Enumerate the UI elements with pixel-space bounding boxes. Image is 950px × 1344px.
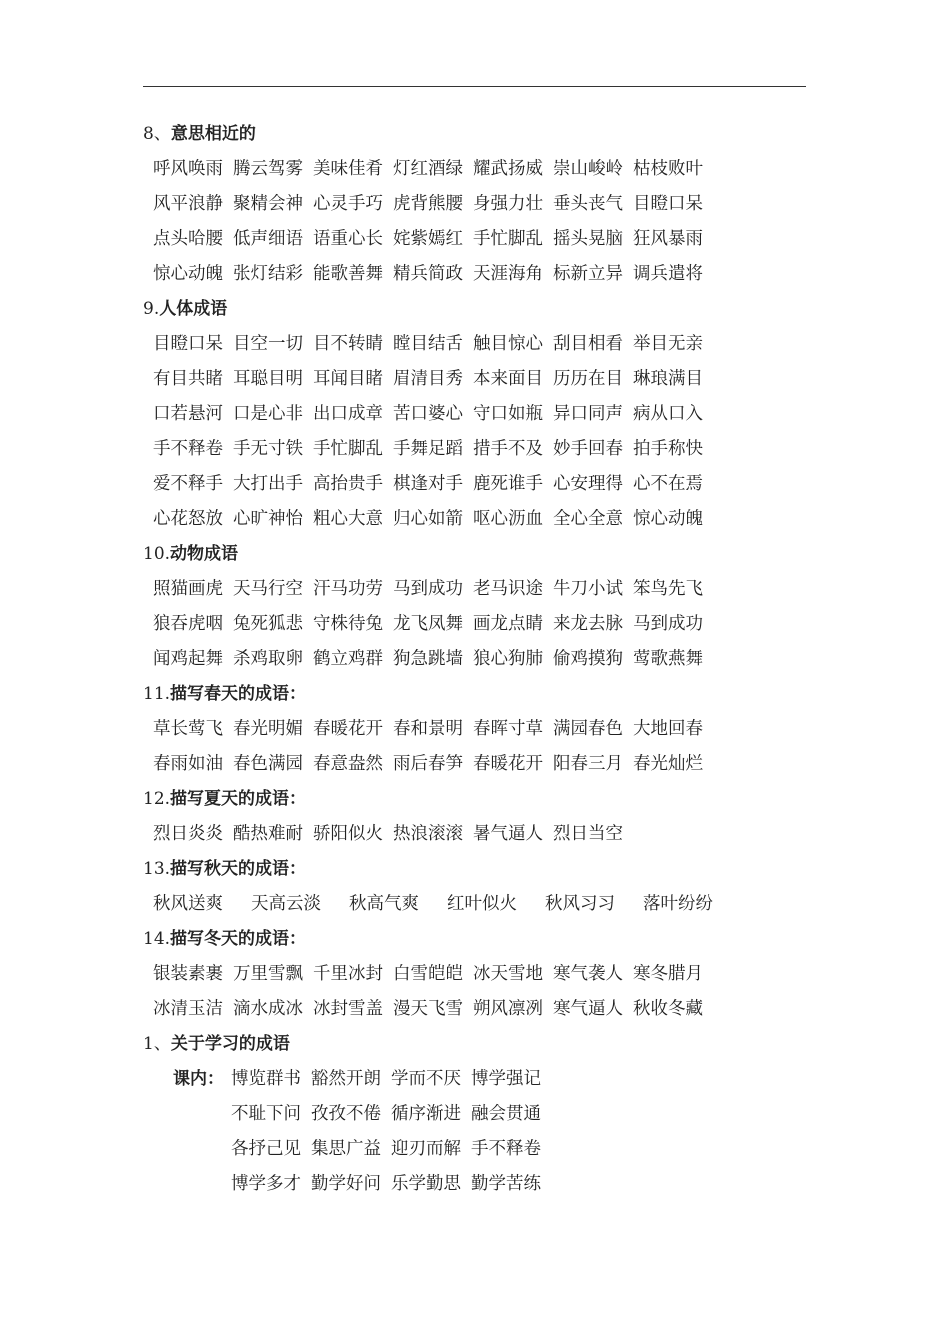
idiom: 全心全意 [553, 509, 623, 529]
idiom: 棋逢对手 [393, 474, 463, 494]
section-title: 描写夏天的成语： [170, 789, 307, 809]
idiom: 目空一切 [233, 334, 303, 354]
idiom: 迎刃而解 [391, 1139, 461, 1159]
idiom: 措手不及 [473, 439, 543, 459]
section-number: 12. [143, 789, 171, 809]
idiom: 腾云驾雾 [233, 159, 303, 179]
idiom: 异口同声 [553, 404, 623, 424]
idiom: 精兵简政 [393, 264, 463, 284]
idiom: 白雪皑皑 [393, 964, 463, 984]
idiom: 手忙脚乱 [313, 439, 383, 459]
idiom: 冰清玉洁 [153, 999, 223, 1019]
idiom: 惊心动魄 [153, 264, 223, 284]
idiom: 手舞足蹈 [393, 439, 463, 459]
idiom: 举目无亲 [633, 334, 703, 354]
idiom: 张灯结彩 [233, 264, 303, 284]
idiom: 寒气袭人 [553, 964, 623, 984]
idiom: 心旷神怡 [233, 509, 303, 529]
idiom: 来龙去脉 [553, 614, 623, 634]
idiom: 不耻下问 [231, 1104, 301, 1124]
idiom: 虎背熊腰 [393, 194, 463, 214]
idiom: 春雨如油 [153, 754, 223, 774]
idiom: 冰天雪地 [473, 964, 543, 984]
idiom: 烈日炎炎 [153, 824, 223, 844]
section-heading [143, 537, 843, 572]
idiom: 照猫画虎 [153, 579, 223, 599]
idiom: 瞠目结舌 [393, 334, 463, 354]
idiom: 集思广益 [311, 1139, 381, 1159]
section-title: 描写春天的成语： [170, 684, 307, 704]
idiom: 偷鸡摸狗 [553, 649, 623, 669]
idiom: 守株待兔 [313, 614, 383, 634]
idiom: 冰封雪盖 [313, 999, 383, 1019]
idiom: 耳闻目睹 [313, 369, 383, 389]
idiom: 学而不厌 [391, 1069, 461, 1089]
section-heading [143, 1027, 843, 1062]
idiom: 朔风凛冽 [473, 999, 543, 1019]
idiom: 勤学苦练 [471, 1174, 541, 1194]
idiom-row [231, 1167, 843, 1202]
idiom-group [143, 887, 843, 922]
idiom: 眉清目秀 [393, 369, 463, 389]
idiom: 心安理得 [553, 474, 623, 494]
idiom: 孜孜不倦 [311, 1104, 381, 1124]
idiom: 惊心动魄 [633, 509, 703, 529]
idiom: 万里雪飘 [233, 964, 303, 984]
idiom-row [143, 397, 843, 432]
idiom: 鹤立鸡群 [313, 649, 383, 669]
idiom: 大地回春 [633, 719, 703, 739]
idiom: 耳聪目明 [233, 369, 303, 389]
section-number: 13. [143, 859, 171, 879]
section-number: 10. [143, 544, 171, 564]
idiom: 口是心非 [233, 404, 303, 424]
header-rule [143, 86, 806, 87]
idiom-row [143, 817, 843, 852]
idiom: 雨后春笋 [393, 754, 463, 774]
section-heading [143, 852, 843, 887]
idiom: 灯红酒绿 [393, 159, 463, 179]
idiom-list [143, 117, 843, 1202]
idiom: 粗心大意 [313, 509, 383, 529]
idiom: 狼吞虎咽 [153, 614, 223, 634]
idiom: 博览群书 [231, 1069, 301, 1089]
section-number: 11. [143, 684, 171, 704]
idiom: 各抒己见 [231, 1139, 301, 1159]
section-number: 1、 [143, 1034, 171, 1054]
idiom: 春和景明 [393, 719, 463, 739]
idiom-row [231, 1132, 843, 1167]
section-heading [143, 782, 843, 817]
idiom-group [143, 152, 843, 292]
idiom: 闻鸡起舞 [153, 649, 223, 669]
idiom-group [143, 817, 843, 852]
idiom-group [143, 327, 843, 537]
idiom: 垂头丧气 [553, 194, 623, 214]
idiom: 龙飞凤舞 [393, 614, 463, 634]
idiom-row [231, 1062, 843, 1097]
idiom: 笨鸟先飞 [633, 579, 703, 599]
idiom: 拍手称快 [633, 439, 703, 459]
idiom: 琳琅满目 [633, 369, 703, 389]
idiom: 能歌善舞 [313, 264, 383, 284]
idiom: 点头哈腰 [153, 229, 223, 249]
idiom: 语重心长 [313, 229, 383, 249]
idiom: 春暖花开 [313, 719, 383, 739]
idiom: 汗马功劳 [313, 579, 383, 599]
idiom: 耀武扬威 [473, 159, 543, 179]
idiom: 口若悬河 [153, 404, 223, 424]
idiom: 崇山峻岭 [553, 159, 623, 179]
idiom: 春意盎然 [313, 754, 383, 774]
idiom: 呕心沥血 [473, 509, 543, 529]
idiom: 天高云淡 [251, 894, 321, 914]
section-number: 14. [143, 929, 171, 949]
idiom: 天涯海角 [473, 264, 543, 284]
idiom-row [143, 152, 843, 187]
idiom: 秋收冬藏 [633, 999, 703, 1019]
idiom: 春色满园 [233, 754, 303, 774]
idiom-row [143, 607, 843, 642]
idiom: 循序渐进 [391, 1104, 461, 1124]
idiom: 标新立异 [553, 264, 623, 284]
idiom: 病从口入 [633, 404, 703, 424]
idiom: 刮目相看 [553, 334, 623, 354]
idiom: 融会贯通 [471, 1104, 541, 1124]
section-title: 描写冬天的成语： [170, 929, 307, 949]
idiom: 低声细语 [233, 229, 303, 249]
idiom-group [143, 572, 843, 677]
idiom-row [143, 572, 843, 607]
idiom: 千里冰封 [313, 964, 383, 984]
idiom: 豁然开朗 [311, 1069, 381, 1089]
idiom: 博学多才 [231, 1174, 301, 1194]
idiom-row [143, 642, 843, 677]
idiom: 银装素裹 [153, 964, 223, 984]
idiom-row [231, 1097, 843, 1132]
idiom: 春光灿烂 [633, 754, 703, 774]
idiom: 有目共睹 [153, 369, 223, 389]
idiom-row [143, 467, 843, 502]
section-number: 8、 [143, 124, 171, 144]
idiom: 守口如瓶 [473, 404, 543, 424]
idiom: 马到成功 [633, 614, 703, 634]
idiom-row [143, 887, 843, 922]
idiom: 落叶纷纷 [643, 894, 713, 914]
idiom: 马到成功 [393, 579, 463, 599]
idiom: 满园春色 [553, 719, 623, 739]
idiom: 枯枝败叶 [633, 159, 703, 179]
idiom: 手不释卷 [471, 1139, 541, 1159]
idiom: 聚精会神 [233, 194, 303, 214]
idiom: 目瞪口呆 [153, 334, 223, 354]
section-title: 描写秋天的成语： [170, 859, 307, 879]
idiom: 草长莺飞 [153, 719, 223, 739]
idiom: 勤学好问 [311, 1174, 381, 1194]
study-block [143, 1062, 843, 1202]
idiom: 春晖寸草 [473, 719, 543, 739]
idiom: 心灵手巧 [313, 194, 383, 214]
idiom-row [143, 957, 843, 992]
idiom: 归心如箭 [393, 509, 463, 529]
idiom: 秋风习习 [545, 894, 615, 914]
idiom: 手忙脚乱 [473, 229, 543, 249]
idiom: 历历在目 [553, 369, 623, 389]
idiom: 秋风送爽 [153, 894, 223, 914]
idiom: 阳春三月 [553, 754, 623, 774]
section-number: 9. [143, 299, 160, 319]
idiom: 老马识途 [473, 579, 543, 599]
idiom-row [143, 712, 843, 747]
section-title: 关于学习的成语 [170, 1034, 290, 1054]
idiom: 心不在焉 [633, 474, 703, 494]
section-title: 意思相近的 [170, 124, 256, 144]
idiom: 烈日当空 [553, 824, 623, 844]
idiom: 狼心狗肺 [473, 649, 543, 669]
idiom: 摇头晃脑 [553, 229, 623, 249]
section-heading [143, 117, 843, 152]
idiom: 手不释卷 [153, 439, 223, 459]
idiom: 美味佳肴 [313, 159, 383, 179]
section-heading [143, 292, 843, 327]
idiom-row [143, 222, 843, 257]
idiom: 目不转睛 [313, 334, 383, 354]
idiom-row [143, 362, 843, 397]
idiom: 莺歌燕舞 [633, 649, 703, 669]
idiom: 寒冬腊月 [633, 964, 703, 984]
idiom: 秋高气爽 [349, 894, 419, 914]
idiom: 大打出手 [233, 474, 303, 494]
section-heading [143, 922, 843, 957]
idiom: 身强力壮 [473, 194, 543, 214]
idiom: 暑气逼人 [473, 824, 543, 844]
idiom: 目瞪口呆 [633, 194, 703, 214]
idiom: 酷热难耐 [233, 824, 303, 844]
idiom: 高抬贵手 [313, 474, 383, 494]
idiom: 滴水成冰 [233, 999, 303, 1019]
idiom: 心花怒放 [153, 509, 223, 529]
idiom: 狗急跳墙 [393, 649, 463, 669]
idiom: 热浪滚滚 [393, 824, 463, 844]
idiom: 画龙点睛 [473, 614, 543, 634]
idiom-row [143, 187, 843, 222]
idiom: 春光明媚 [233, 719, 303, 739]
idiom: 红叶似火 [447, 894, 517, 914]
idiom: 杀鸡取卵 [233, 649, 303, 669]
study-rows [173, 1062, 843, 1202]
idiom: 春暖花开 [473, 754, 543, 774]
idiom: 乐学勤思 [391, 1174, 461, 1194]
section-title: 人体成语 [159, 299, 228, 319]
idiom: 兔死狐悲 [233, 614, 303, 634]
section-heading [143, 677, 843, 712]
idiom: 手无寸铁 [233, 439, 303, 459]
idiom-group [143, 712, 843, 782]
idiom: 风平浪静 [153, 194, 223, 214]
idiom: 调兵遣将 [633, 264, 703, 284]
idiom: 漫天飞雪 [393, 999, 463, 1019]
section-title: 动物成语 [170, 544, 239, 564]
idiom: 出口成章 [313, 404, 383, 424]
idiom-row [143, 502, 843, 537]
idiom: 骄阳似火 [313, 824, 383, 844]
idiom: 狂风暴雨 [633, 229, 703, 249]
idiom-row [143, 327, 843, 362]
idiom: 触目惊心 [473, 334, 543, 354]
idiom: 呼风唤雨 [153, 159, 223, 179]
idiom-row [143, 257, 843, 292]
idiom-group [143, 957, 843, 1027]
study-label: 课内： [173, 1069, 224, 1089]
idiom: 牛刀小试 [553, 579, 623, 599]
idiom: 博学强记 [471, 1069, 541, 1089]
idiom-row [143, 747, 843, 782]
idiom-row [143, 432, 843, 467]
idiom: 妙手回春 [553, 439, 623, 459]
idiom: 苦口婆心 [393, 404, 463, 424]
idiom: 本来面目 [473, 369, 543, 389]
idiom: 爱不释手 [153, 474, 223, 494]
idiom: 姹紫嫣红 [393, 229, 463, 249]
idiom: 天马行空 [233, 579, 303, 599]
idiom: 鹿死谁手 [473, 474, 543, 494]
idiom-row [143, 992, 843, 1027]
idiom: 寒气逼人 [553, 999, 623, 1019]
